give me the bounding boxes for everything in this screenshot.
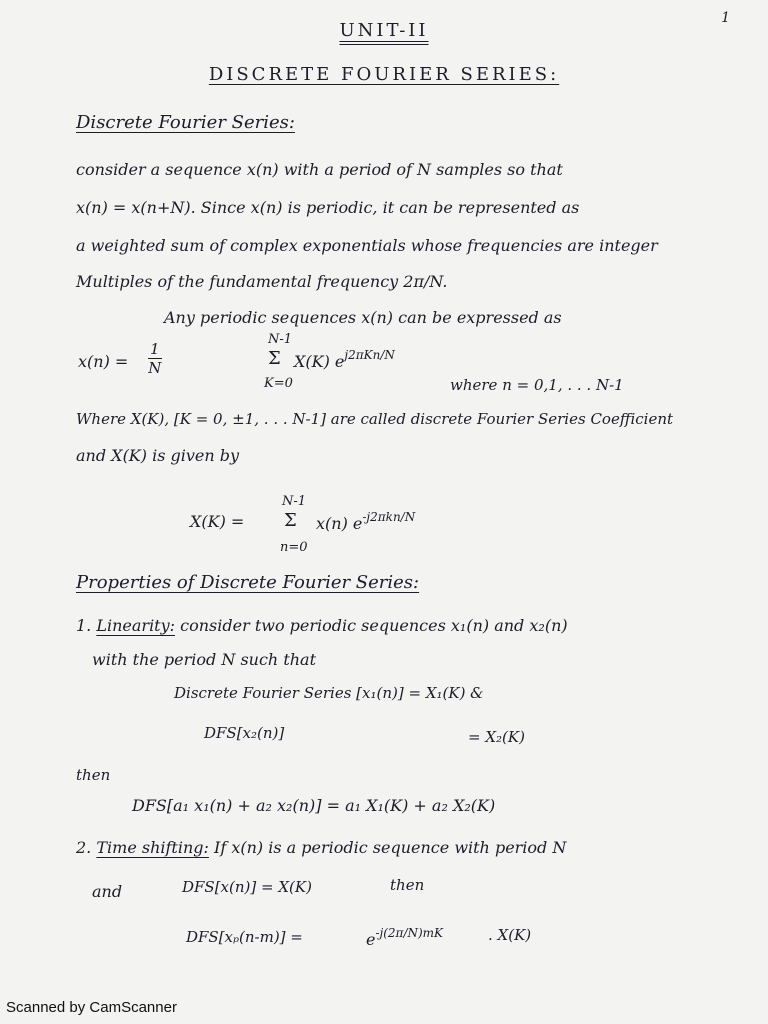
time-shift-eq-right: . X(K) — [488, 926, 532, 944]
paragraph-line-3: a weighted sum of complex exponentials whose frequencies are integer — [76, 236, 658, 255]
time-shift-then: then — [390, 876, 425, 894]
main-title: DISCRETE FOURIER SERIES: — [208, 64, 560, 85]
section-heading-properties: Properties of Discrete Fourier Series: — [76, 572, 420, 593]
eq2-sum-top: N-1 — [282, 494, 307, 509]
eq2-sum-bottom: n=0 — [280, 540, 308, 555]
linearity-line-3: Discrete Fourier Series [x₁(n)] = X₁(K) & — [174, 684, 484, 702]
eq1-sum-top: N-1 — [268, 332, 293, 347]
time-shift-title: Time shifting: — [96, 838, 209, 857]
eq1-lhs: x(n) = — [78, 352, 129, 371]
section-heading-dfs: Discrete Fourier Series: — [76, 112, 295, 133]
linearity-dfs-x2: DFS[x₂(n)] — [204, 724, 285, 742]
linearity-line-2: with the period N such that — [92, 650, 317, 669]
scanner-watermark: Scanned by CamScanner — [6, 999, 177, 1016]
eq2-body — [316, 510, 416, 533]
unit-title: UNIT-II — [339, 20, 429, 41]
time-shift-number: 2. — [76, 838, 92, 857]
given-by-line: and X(K) is given by — [76, 446, 240, 465]
linearity-title: Linearity: — [96, 616, 176, 635]
linearity-equation: DFS[a₁ x₁(n) + a₂ x₂(n)] = a₁ X₁(K) + a₂ X₂(K) — [132, 796, 496, 815]
eq1-body-text: X(K) e — [294, 352, 345, 371]
eq2-body-text: x(n) e — [316, 514, 363, 533]
time-shift-dfs: DFS[x(n)] = X(K) — [182, 878, 312, 896]
eq1-sum-bottom: K=0 — [264, 376, 293, 391]
eq1-fraction-numerator: 1 — [150, 340, 160, 358]
linearity-line-1 — [76, 616, 568, 635]
sigma-symbol: Σ — [268, 348, 281, 369]
eq1-fraction — [148, 340, 162, 377]
time-shift-line-1 — [76, 838, 566, 857]
paragraph-line-4: Multiples of the fundamental frequency 2π/N. — [76, 272, 448, 291]
periodic-expression-line: Any periodic sequences x(n) can be expressed as — [164, 308, 562, 327]
time-shift-eq-base: e — [366, 930, 376, 949]
time-shift-text-1: If x(n) is a periodic sequence with period N — [214, 838, 567, 857]
eq1-body — [294, 348, 395, 371]
paragraph-line-2: x(n) = x(n+N). Since x(n) is periodic, it can be represented as — [76, 198, 580, 217]
eq1-exponent: j2πKn/N — [344, 348, 395, 362]
coefficient-definition-line: Where X(K), [K = 0, ±1, . . . N-1] are called discrete Fourier Series Coefficient — [76, 410, 674, 428]
linearity-number: 1. — [76, 616, 92, 635]
time-shift-eq-left: DFS[xₚ(n-m)] = — [186, 928, 303, 946]
time-shift-eq-exp-term — [366, 926, 444, 949]
time-shift-and: and — [92, 882, 123, 901]
then-label: then — [76, 766, 111, 784]
eq1-fraction-denominator: N — [148, 359, 162, 377]
time-shift-eq-exponent: -j(2π/N)mK — [375, 926, 444, 940]
eq1-where: where n = 0,1, . . . N-1 — [450, 376, 624, 394]
paragraph-line-1: consider a sequence x(n) with a period of N samples so that — [76, 160, 563, 179]
eq2-exponent: -j2πkn/N — [362, 510, 416, 524]
page-number: 1 — [721, 10, 730, 26]
eq2-lhs: X(K) = — [190, 512, 245, 531]
linearity-text-1: consider two periodic sequences x₁(n) and x₂(n) — [180, 616, 568, 635]
sigma-symbol-2: Σ — [284, 510, 297, 531]
linearity-X2: = X₂(K) — [468, 728, 525, 746]
